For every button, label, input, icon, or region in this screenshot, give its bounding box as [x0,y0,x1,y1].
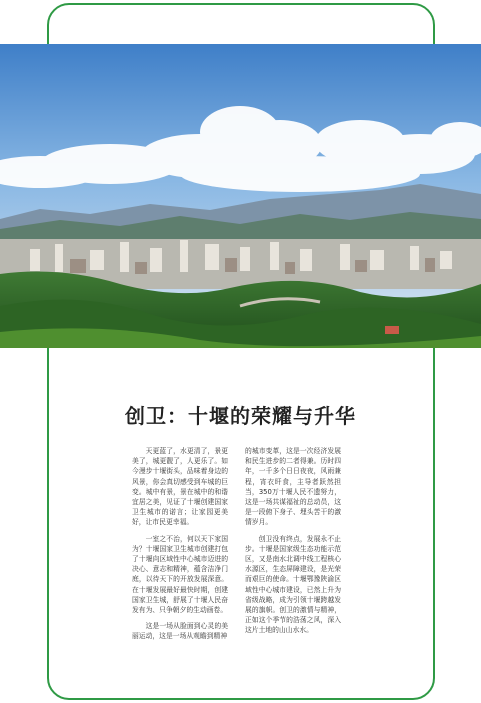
article-paragraph: 一室之不治，何以天下家国为？十堰国家卫生城市创建打包了十堰向区域性中心城市迈进的决心、意志和精神，蕴含洁净门庭，以待天下的开放发展深意。在十堰发展最好最快时期，创建国家卫生城，舒展了十堰人民奋发有为、只争朝夕的生动画卷。 [132,534,228,615]
article-title: 创卫：十堰的荣耀与升华 [125,404,356,428]
city-panorama-illustration [0,44,481,348]
article-body-column-right [245,446,341,642]
article-body-column-left [132,446,228,648]
article-paragraph: 这是一场从脸面到心灵的美丽运动，这是一场从观瞻到精神 [132,622,228,641]
article-paragraph: 天更蓝了，水更清了，景更美了，城更靓了，人更乐了。如今漫步十堰街头，品味着身边的风景，你会真切感受到车城的巨变。城中有景，景在城中的和谐宜居之美，见证了十堰创建国家卫生城市的诺言；让家园更美好，让市民更幸福。 [132,447,228,527]
article-paragraph: 的城市变革，这是一次经济发展和民生进步的二者得兼。历时四年，一千多个日日夜夜，风雨兼程，宵衣旰食，主导者跃然担当，350万十堰人民不遗努力，这是一场共谋福祉的总动员，这是一段俯下身子、埋头苦干的激情岁月。 [245,447,341,527]
article-paragraph: 创卫没有终点，发展永不止步。十堰是国家级生态功能示范区，又是南水北调中线工程核心水源区，生态屏障建设，是光荣而艰巨的使命。十堰鄂豫陕渝区域性中心城市建设，已然上升为省级战略，成为引领十堰跨越发展的旗帜。创卫的激情与精神，正如这个季节的浩荡之风，深入这片土地的山山水水。 [245,534,341,635]
city-panorama-photo [0,44,481,348]
